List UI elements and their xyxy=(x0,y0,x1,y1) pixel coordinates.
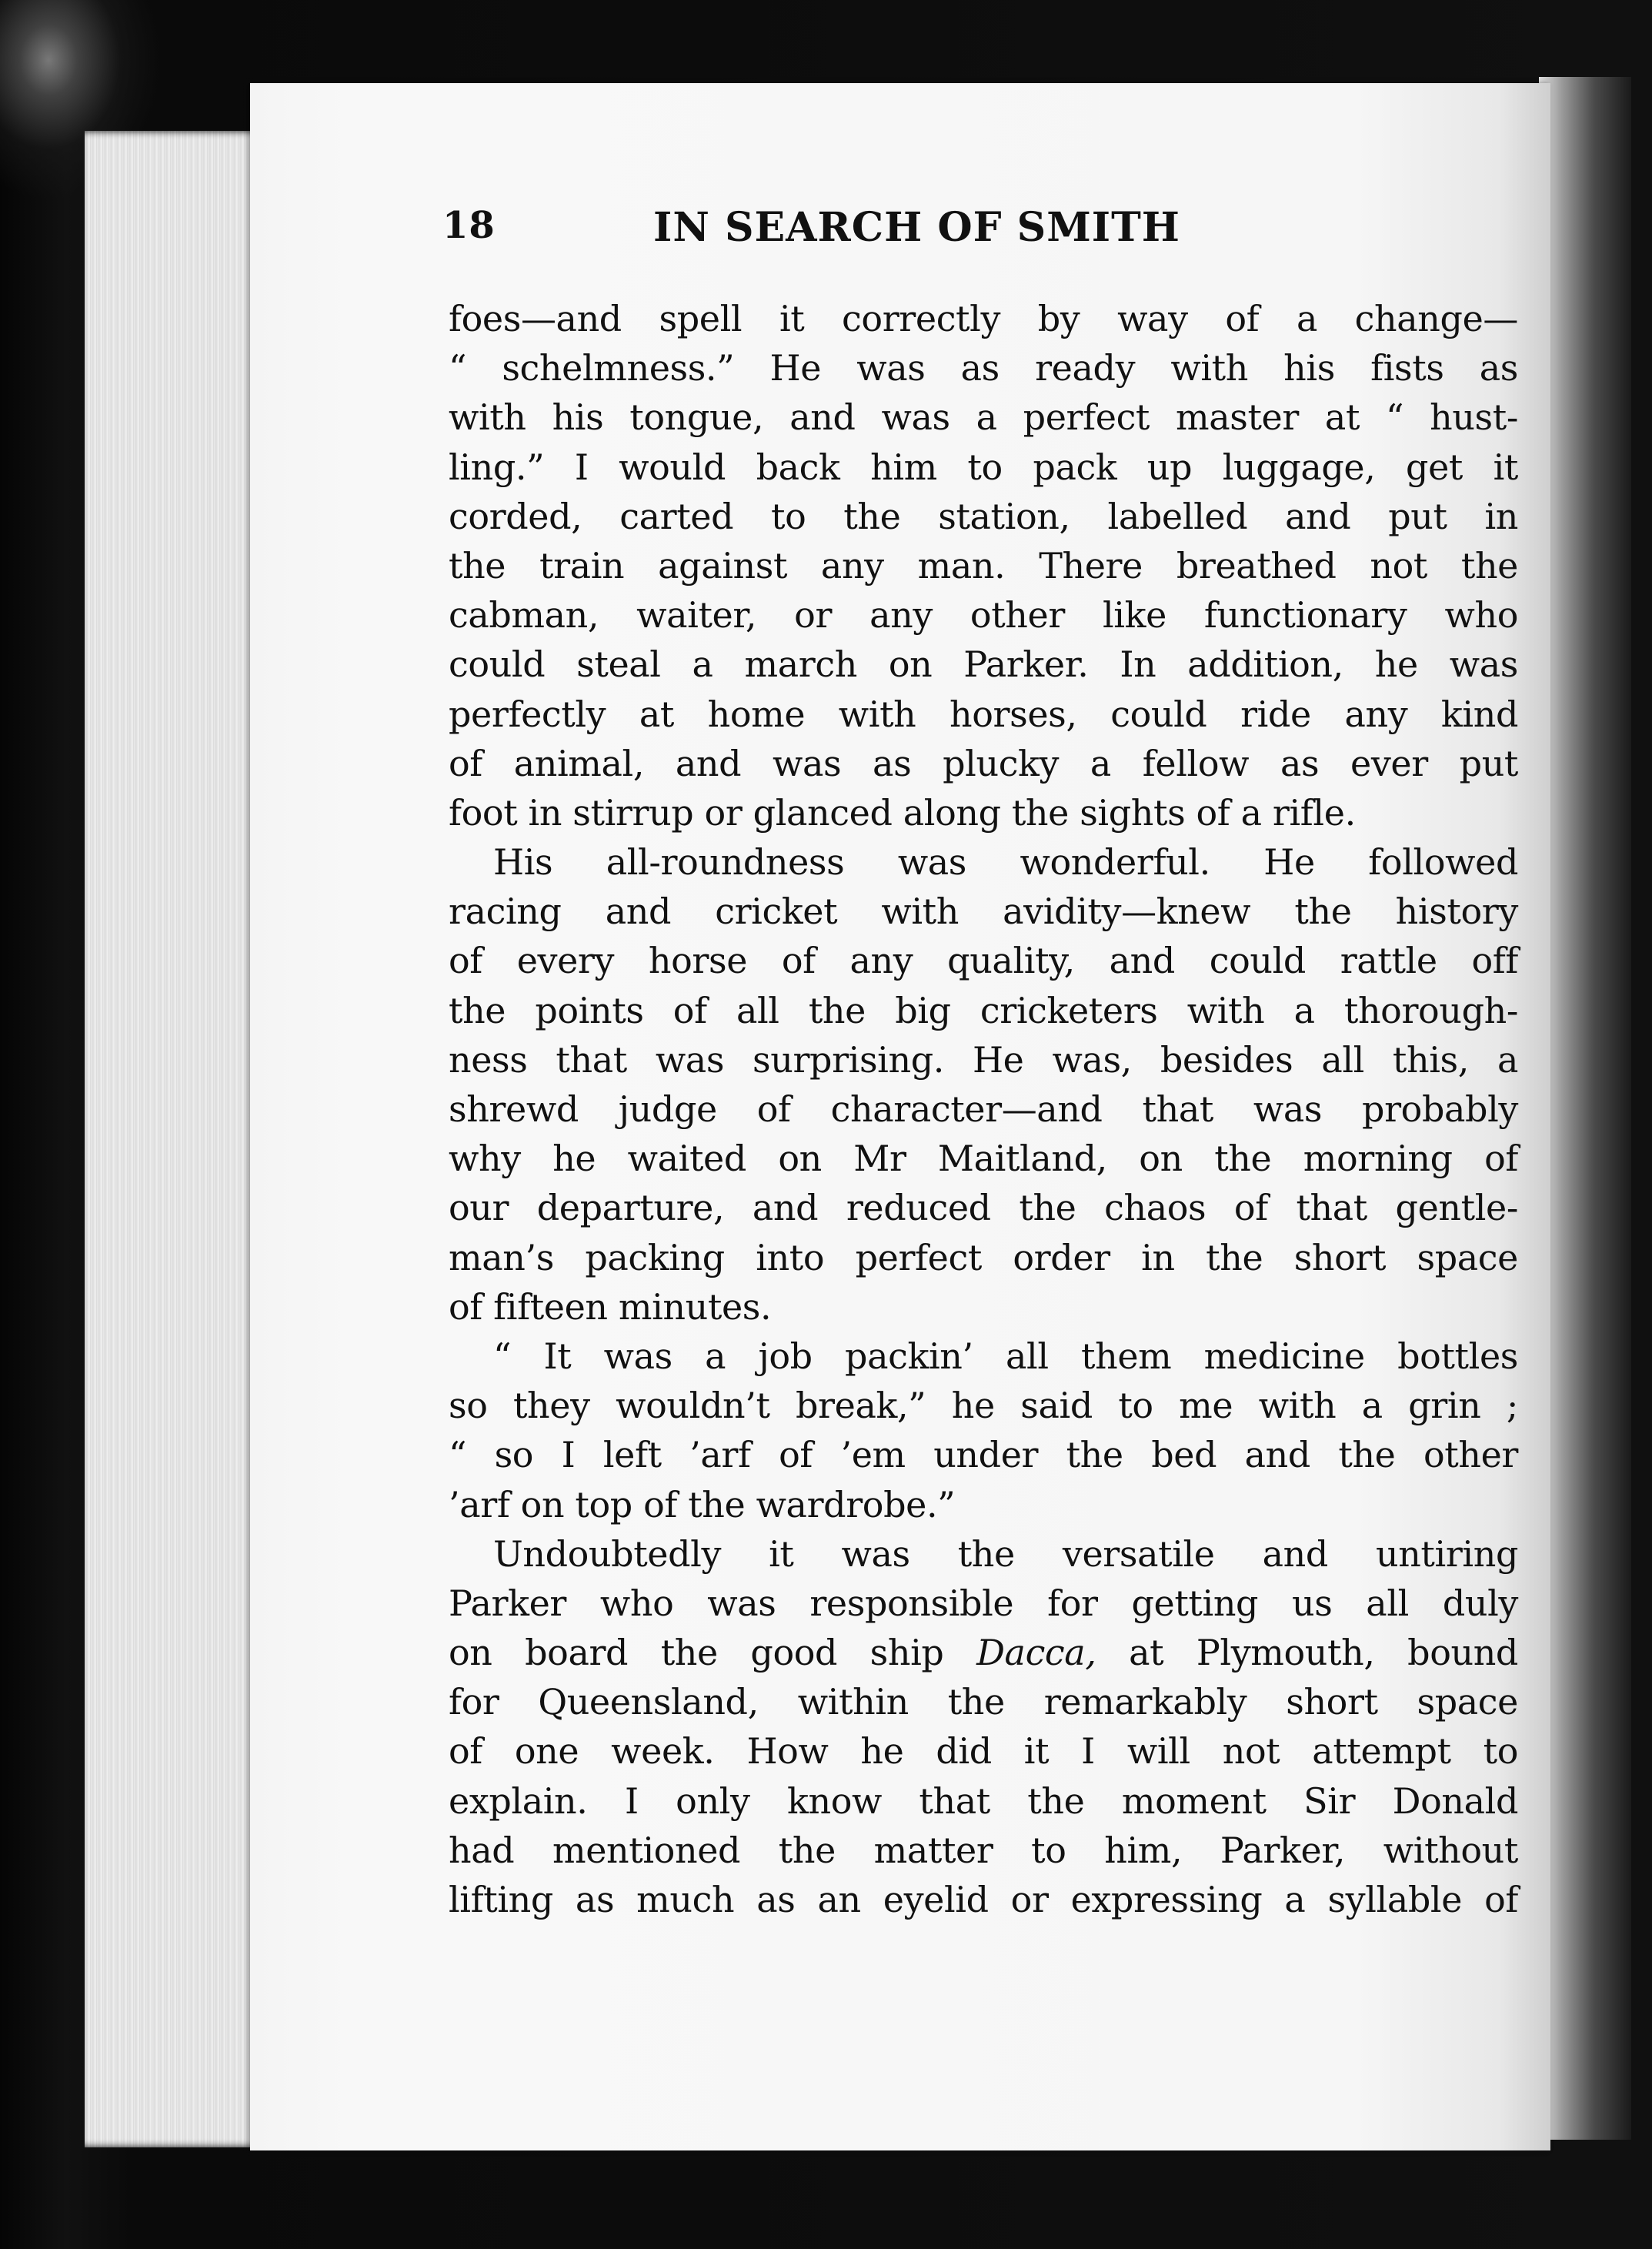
page-header xyxy=(442,204,1289,266)
text-line: Parker who was responsible for getting us all duly xyxy=(449,1582,1518,1624)
text-line: “ so I left ’arf of ’em under the bed and the other xyxy=(449,1434,1518,1476)
body-text xyxy=(449,294,1518,1924)
text-line: foot in stirrup or glanced along the sights of a rifle. xyxy=(449,791,1356,834)
text-fragment: on board the good ship xyxy=(449,1632,944,1674)
text-line: “ schelmness.” He was as ready with his fists as xyxy=(449,347,1518,389)
text-line: of every horse of any quality, and could rattle off xyxy=(449,940,1518,982)
text-line: ness that was surprising. He was, besides all this, a xyxy=(449,1038,1518,1081)
text-line: corded, carted to the station, labelled and put in xyxy=(449,495,1518,537)
text-line: of fifteen minutes. xyxy=(449,1285,772,1328)
text-line: our departure, and reduced the chaos of that gentle- xyxy=(449,1187,1518,1229)
text-line: “ It was a job packin’ all them medicine bottles xyxy=(493,1335,1518,1377)
text-line-with-italic xyxy=(449,1628,1518,1677)
text-line: of animal, and was as plucky a fellow as ever put xyxy=(449,742,1518,784)
text-line: for Queensland, within the remarkably short space xyxy=(449,1681,1518,1723)
running-title: IN SEARCH OF SMITH xyxy=(653,204,1180,251)
text-line: why he waited on Mr Maitland, on the morning of xyxy=(449,1138,1518,1180)
text-line: foes—and spell it correctly by way of a change— xyxy=(449,298,1518,339)
text-line: racing and cricket with avidity—knew the history xyxy=(449,891,1518,933)
page-edges xyxy=(85,131,262,2147)
ship-name: Dacca, xyxy=(976,1632,1096,1674)
text-line: ’arf on top of the wardrobe.” xyxy=(449,1483,956,1526)
text-line: ling.” I would back him to pack up luggage, get it xyxy=(449,446,1518,488)
text-line: perfectly at home with horses, could ride any kind xyxy=(449,693,1518,735)
text-line: the points of all the big cricketers with a thorough- xyxy=(449,989,1518,1031)
binding-shadow xyxy=(1539,77,1631,2140)
text-line: explain. I only know that the moment Sir Donald xyxy=(449,1779,1518,1822)
text-line: could steal a march on Parker. In addition, he was xyxy=(449,643,1518,686)
text-line: shrewd judge of character—and that was probably xyxy=(449,1088,1518,1130)
text-line: the train against any man. There breathed not the xyxy=(449,544,1518,586)
text-line: Undoubtedly it was the versatile and untiring xyxy=(493,1532,1518,1575)
text-line: had mentioned the matter to him, Parker, without xyxy=(449,1829,1518,1871)
text-line: with his tongue, and was a perfect master at “ hust- xyxy=(449,396,1518,439)
text-line: man’s packing into perfect order in the short space xyxy=(449,1236,1518,1278)
text-line: His all-roundness was wonderful. He followed xyxy=(493,841,1518,884)
text-line: so they wouldn’t break,” he said to me with a grin ; xyxy=(449,1385,1518,1427)
text-line: lifting as much as an eyelid or expressing a syllable of xyxy=(449,1879,1518,1920)
page-number: 18 xyxy=(442,204,496,247)
text-line: cabman, waiter, or any other like functionary who xyxy=(449,594,1518,637)
text-fragment: at Plymouth, bound xyxy=(1129,1632,1518,1674)
text-line: of one week. How he did it I will not attempt to xyxy=(449,1730,1518,1773)
